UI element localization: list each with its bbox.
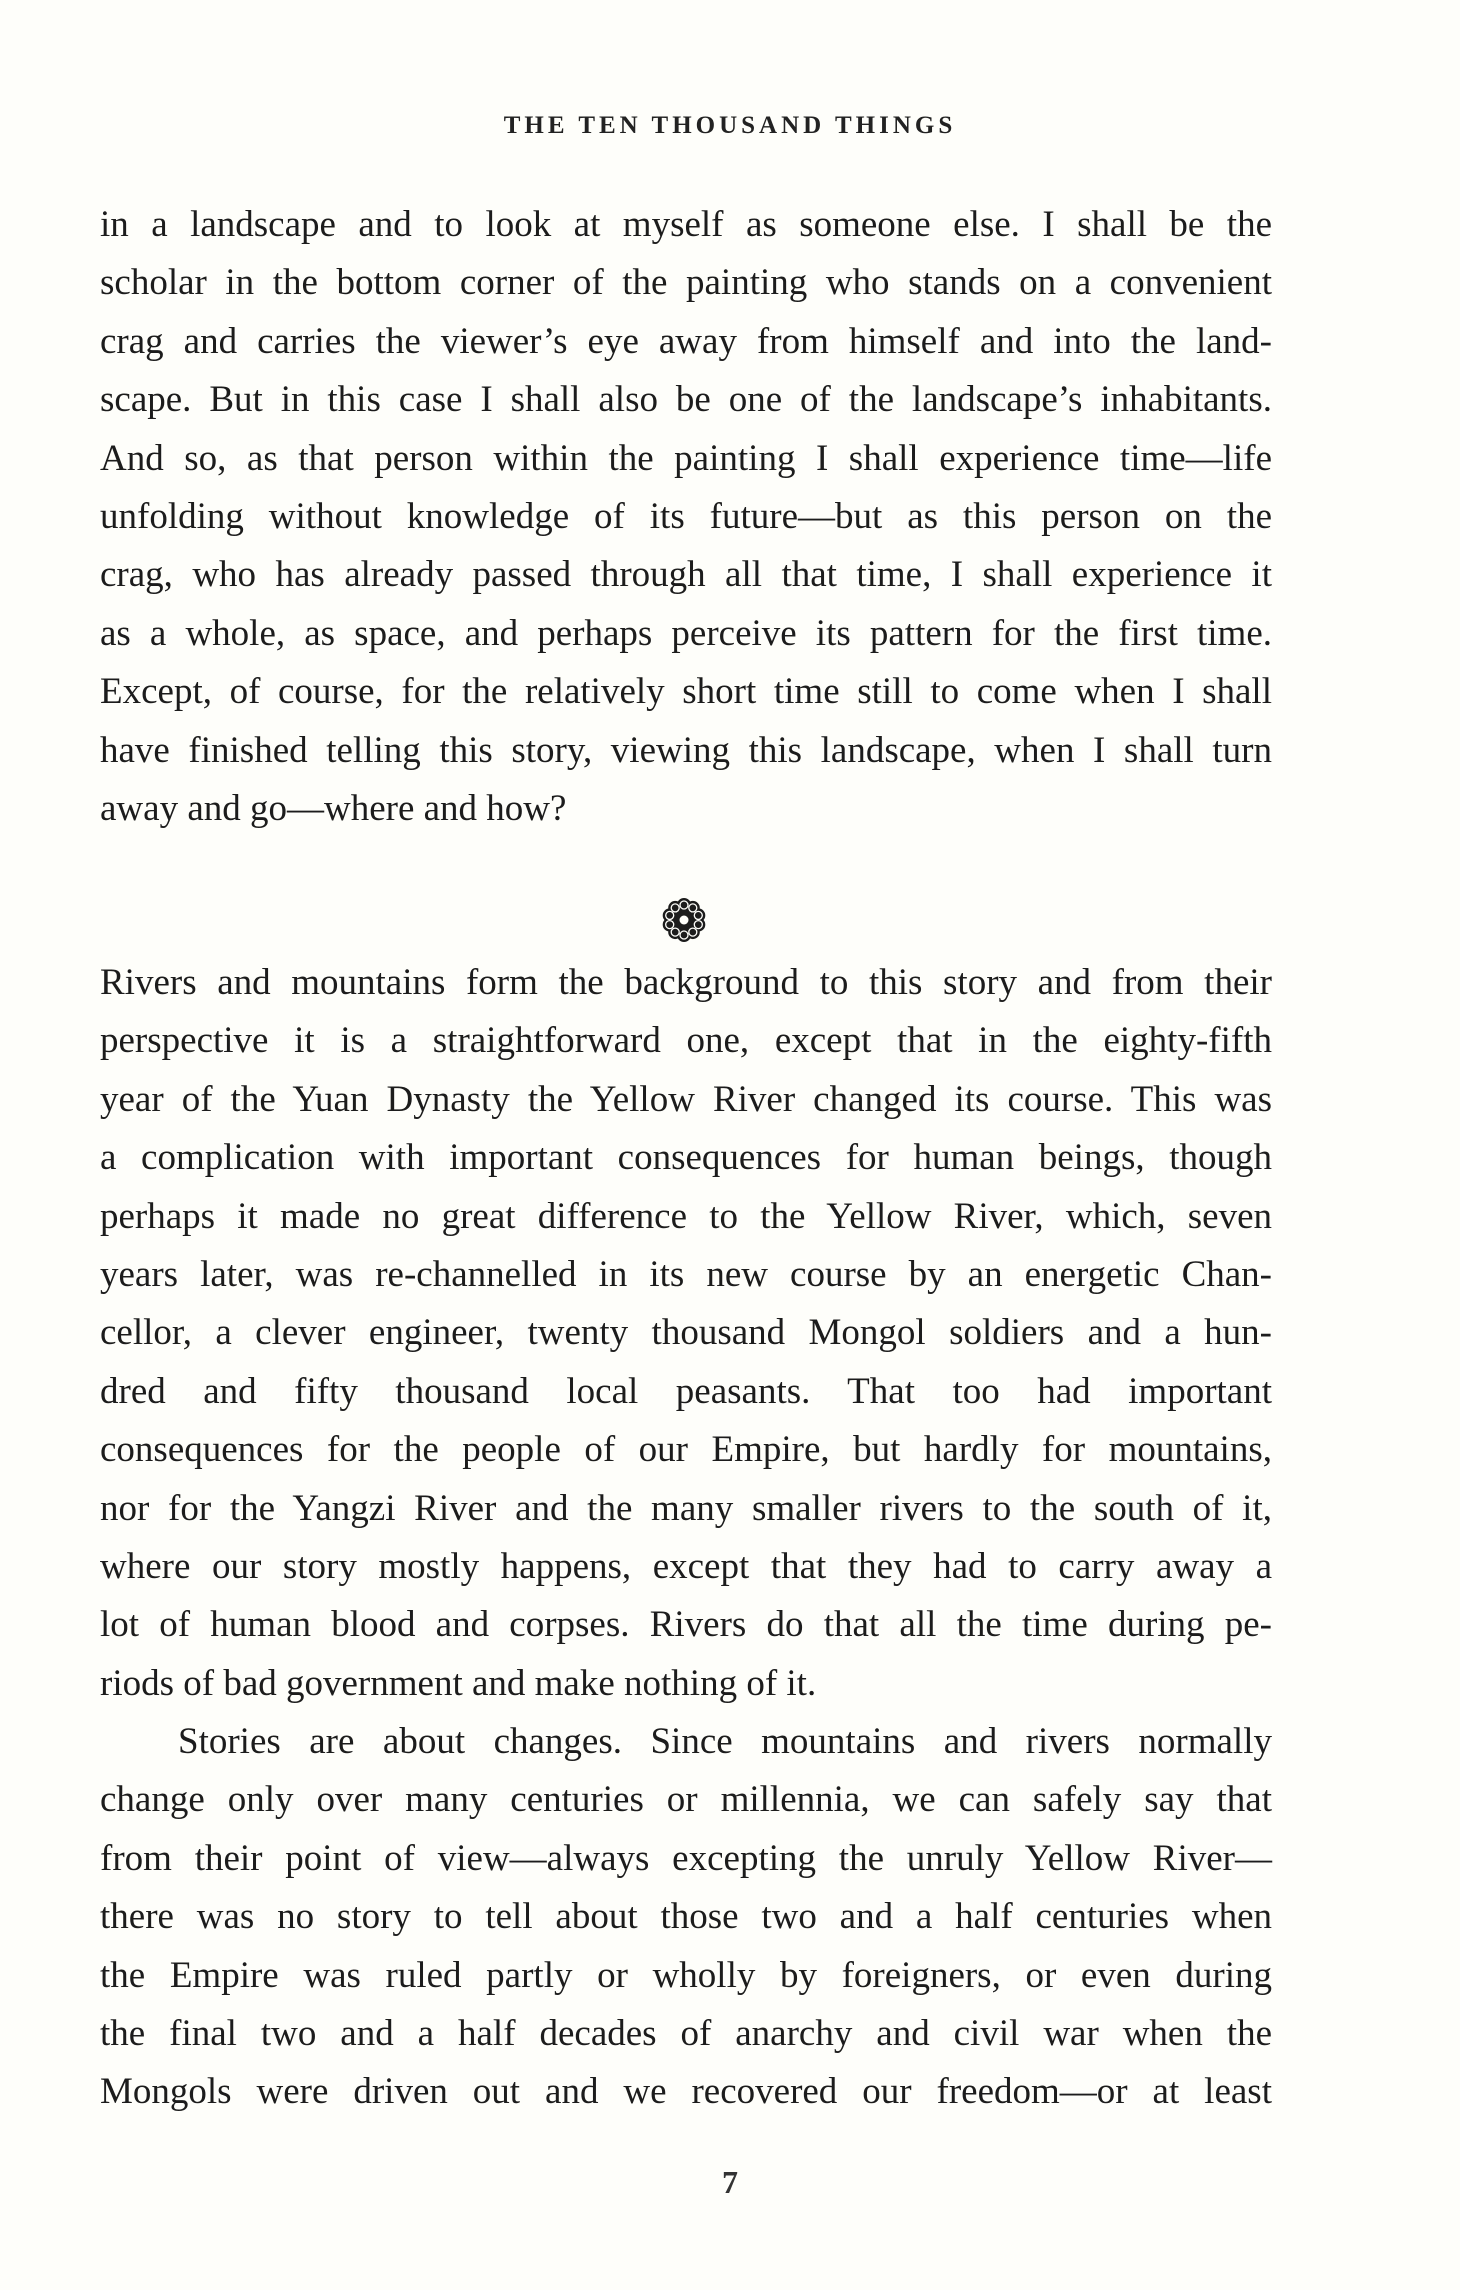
text-line: scape. But in this case I shall also be one of the landscape’s inhabitants. — [100, 379, 1272, 421]
text-line: Stories are about changes. Since mountains and rivers normally — [178, 1721, 1272, 1763]
flower-ornament-icon — [661, 897, 707, 943]
text-line: in a landscape and to look at myself as someone else. I shall be the — [100, 204, 1272, 245]
text-line: unfolding without knowledge of its future—but as this person on the — [100, 495, 1272, 537]
text-line: scholar in the bottom corner of the painting who stands on a convenient — [100, 262, 1272, 304]
text-line: a complication with important consequences for human beings, though — [100, 1137, 1272, 1179]
text-line: Mongols were driven out and we recovered our freedom—or at least — [100, 2071, 1272, 2113]
text-line: crag, who has already passed through all that time, I shall experience it — [100, 554, 1272, 596]
paragraph-1 — [100, 196, 1272, 838]
text-line: Except, of course, for the relatively short time still to come when I shall — [100, 671, 1272, 713]
text-line: And so, as that person within the painting I shall experience time—life — [100, 437, 1272, 479]
text-line: change only over many centuries or millennia, we can safely say that — [100, 1779, 1272, 1821]
text-line: dred and fifty thousand local peasants. That too had important — [100, 1370, 1272, 1412]
text-line: riods of bad government and make nothing of it. — [100, 1662, 817, 1704]
text-line: the Empire was ruled partly or wholly by foreigners, or even during — [100, 1954, 1272, 1996]
text-line: perspective it is a straightforward one, except that in the eighty-fifth — [100, 1020, 1272, 1062]
page-number: 7 — [722, 2164, 738, 2200]
text-line: away and go—where and how? — [100, 787, 567, 829]
text-line: consequences for the people of our Empire, but hardly for mountains, — [100, 1429, 1272, 1471]
text-line: lot of human blood and corpses. Rivers do that all the time during pe- — [100, 1604, 1272, 1646]
text-line: the final two and a half decades of anarchy and civil war when the — [100, 2013, 1272, 2055]
text-line: there was no story to tell about those two and a half centuries when — [100, 1896, 1272, 1938]
text-line: have finished telling this story, viewing this landscape, when I shall turn — [100, 729, 1272, 771]
text-line: as a whole, as space, and perhaps perceive its pattern for the first time. — [100, 612, 1272, 654]
paragraph-2 — [100, 954, 1272, 2122]
text-line: from their point of view—always excepting the unruly Yellow River— — [100, 1837, 1272, 1879]
running-head: THE TEN THOUSAND THINGS — [503, 112, 957, 139]
text-line: nor for the Yangzi River and the many smaller rivers to the south of it, — [100, 1487, 1272, 1529]
text-line: where our story mostly happens, except that they had to carry away a — [100, 1545, 1272, 1587]
text-line: cellor, a clever engineer, twenty thousand Mongol soldiers and a hun- — [100, 1312, 1272, 1354]
text-line: years later, was re-channelled in its new course by an energetic Chan- — [100, 1253, 1272, 1295]
text-line: crag and carries the viewer’s eye away from himself and into the land- — [100, 320, 1272, 362]
text-line: year of the Yuan Dynasty the Yellow River changed its course. This was — [100, 1078, 1272, 1120]
text-line: perhaps it made no great difference to the Yellow River, which, seven — [100, 1195, 1272, 1237]
text-line: Rivers and mountains form the background to this story and from their — [100, 962, 1272, 1003]
